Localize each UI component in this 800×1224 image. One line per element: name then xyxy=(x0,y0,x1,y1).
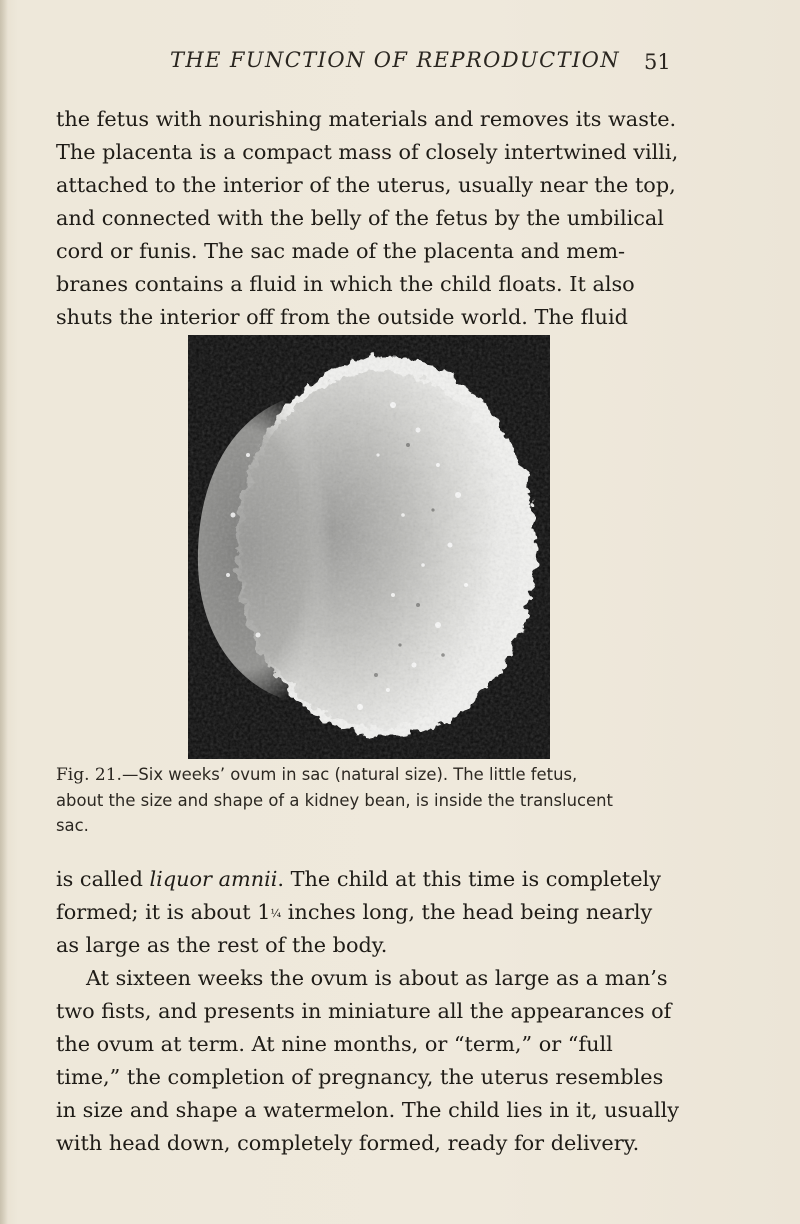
text-run: inches long, the head being nearly xyxy=(281,900,653,924)
text-line: shuts the interior off from the outside world. The fluid xyxy=(56,305,628,329)
text-line xyxy=(56,863,746,896)
italic-term: liquor amnii xyxy=(149,867,278,891)
caption-line: about the size and shape of a kidney bean, is inside the translucent xyxy=(56,791,613,810)
text-line: branes contains a fluid in which the child floats. It also xyxy=(56,272,635,296)
page-number: 51 xyxy=(644,50,671,74)
figure-label: Fig. 21. xyxy=(56,765,122,785)
photo-grain xyxy=(188,335,550,759)
text-line: in size and shape a watermelon. The child lies in it, usually xyxy=(56,1098,680,1122)
figure-caption xyxy=(56,762,746,838)
text-run: is called xyxy=(56,867,150,891)
text-run: . The child at this time is completely xyxy=(277,867,661,891)
text-line: two fists, and presents in miniature all the appearances of xyxy=(56,999,672,1023)
text-line: time,” the completion of pregnancy, the uterus resembles xyxy=(56,1065,664,1089)
caption-text: —Six weeks’ ovum in sac (natural size). The little fetus, xyxy=(121,765,578,784)
text-run: formed; it is about 1 xyxy=(56,900,271,924)
text-line: cord or funis. The sac made of the placenta and mem- xyxy=(56,239,626,263)
text-line: The placenta is a compact mass of closely intertwined villi, xyxy=(56,140,679,164)
ovum-illustration xyxy=(188,335,550,759)
fraction: ¼ xyxy=(270,907,282,920)
running-head: THE FUNCTION OF REPRODUCTION xyxy=(170,48,621,72)
figure-ovum-photograph xyxy=(188,335,550,759)
text-line: the ovum at term. At nine months, or “term,” or “full xyxy=(56,1032,613,1056)
paragraph-bottom xyxy=(56,863,746,1160)
text-line: attached to the interior of the uterus, usually near the top, xyxy=(56,173,676,197)
gutter-shadow xyxy=(0,0,8,1224)
text-line: with head down, completely formed, ready for delivery. xyxy=(56,1131,640,1155)
paragraph-top xyxy=(56,103,746,334)
caption-line xyxy=(56,762,746,788)
text-line: and connected with the belly of the fetus by the umbilical xyxy=(56,206,664,230)
text-line: At sixteen weeks the ovum is about as large as a man’s xyxy=(86,966,668,990)
text-line xyxy=(56,896,746,929)
caption-line: sac. xyxy=(56,816,89,835)
text-line: the fetus with nourishing materials and removes its waste. xyxy=(56,107,677,131)
text-line: as large as the rest of the body. xyxy=(56,933,388,957)
